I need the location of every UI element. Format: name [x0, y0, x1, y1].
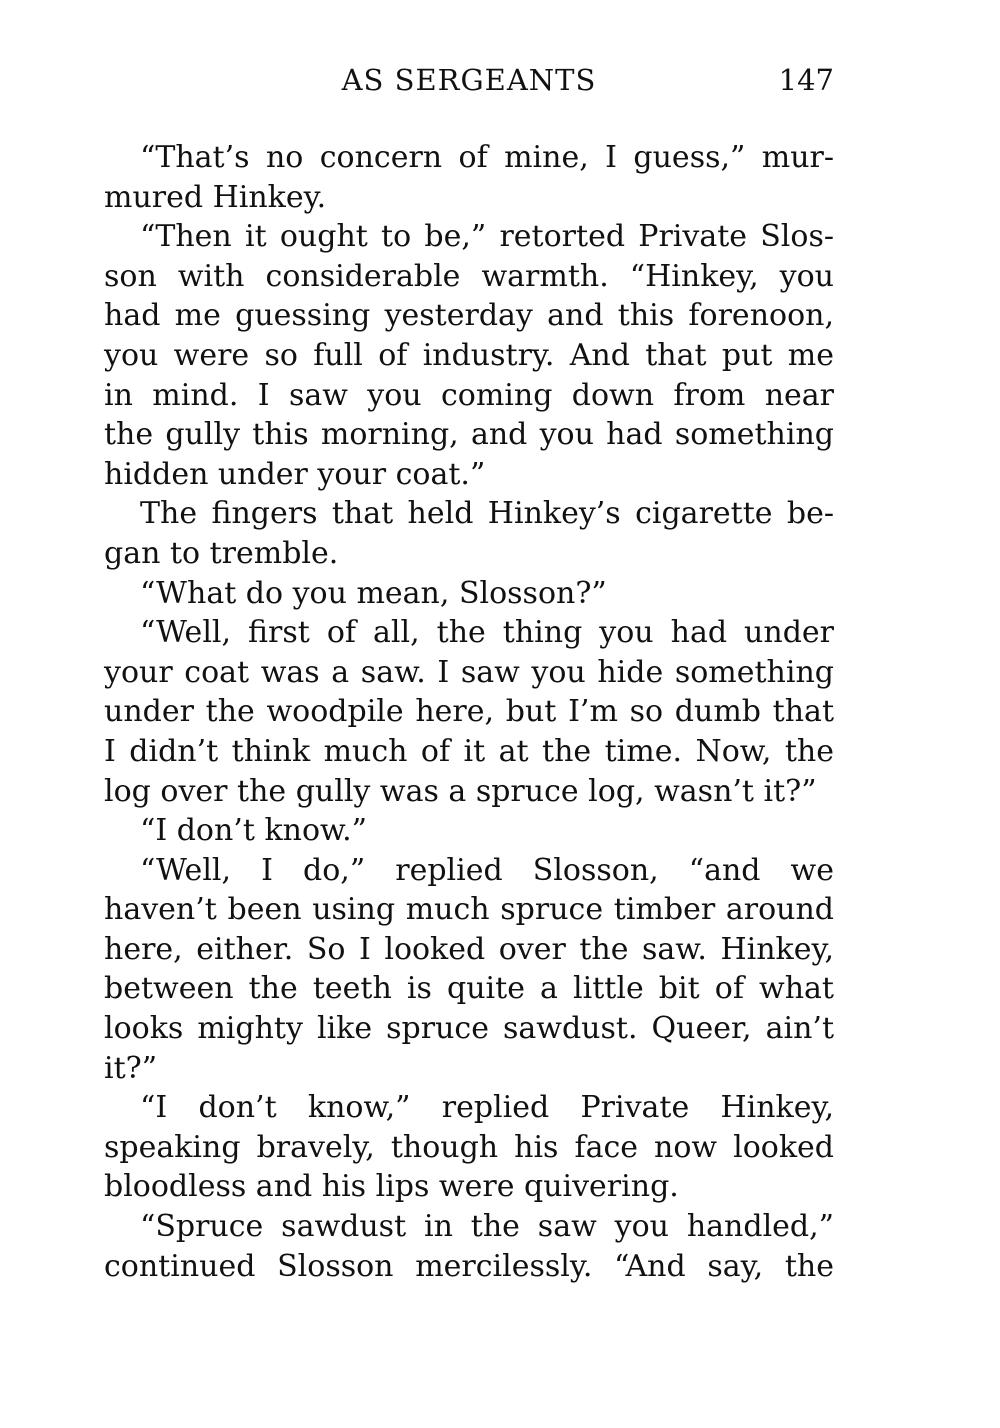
text-line: here, either. So I looked over the saw. Hinkey, — [104, 931, 834, 967]
text-line: son with considerable warmth. “Hinkey, you — [104, 258, 834, 294]
text-line: “What do you mean, Slosson?” — [140, 575, 607, 611]
text-line: “Well, I do,” replied Slosson, “and we — [140, 852, 834, 888]
running-head: AS SERGEANTS — [341, 63, 597, 97]
text-line: log over the gully was a spruce log, wasn’t it?” — [104, 773, 817, 809]
text-line: “That’s no concern of mine, I guess,” mur- — [140, 140, 834, 175]
text-line: I didn’t think much of it at the time. Now, the — [104, 733, 834, 769]
paragraph — [104, 1207, 834, 1286]
text-line: looks mighty like spruce sawdust. Queer, ain’t — [104, 1011, 834, 1047]
text-line: the gully this morning, and you had something — [104, 417, 834, 453]
text-line: under the woodpile here, but I’m so dumb that — [104, 694, 834, 730]
page-number: 147 — [778, 63, 834, 97]
paragraph — [104, 217, 834, 494]
text-line: “I don’t know.” — [140, 813, 367, 849]
text-line: “Spruce sawdust in the saw you handled,” — [140, 1209, 834, 1245]
text-line: in mind. I saw you coming down from near — [104, 377, 834, 413]
text-line: bloodless and his lips were quivering. — [104, 1169, 679, 1205]
page-header — [104, 58, 834, 102]
paragraph — [104, 851, 834, 1089]
paragraph — [104, 811, 834, 851]
text-line: gan to tremble. — [104, 535, 339, 571]
text-line: “Well, first of all, the thing you had under — [140, 615, 834, 651]
text-line: you were so full of industry. And that put me — [104, 337, 834, 373]
paragraph — [104, 574, 834, 614]
text-line: speaking bravely, though his face now looked — [104, 1129, 834, 1165]
text-line: “Then it ought to be,” retorted Private Slos- — [140, 219, 834, 255]
paragraph — [104, 494, 834, 573]
paragraph — [104, 1088, 834, 1207]
text-line: haven’t been using much spruce timber around — [104, 892, 834, 928]
text-line: mured Hinkey. — [104, 179, 327, 215]
text-line: your coat was a saw. I saw you hide something — [104, 654, 834, 690]
paragraph — [104, 613, 834, 811]
text-line: hidden under your coat.” — [104, 456, 486, 492]
text-line: between the teeth is quite a little bit of what — [104, 971, 834, 1007]
paragraph — [104, 138, 834, 217]
text-line: continued Slosson mercilessly. “And say, the — [104, 1248, 834, 1284]
text-line: “I don’t know,” replied Private Hinkey, — [140, 1090, 834, 1126]
body-text — [104, 138, 834, 1286]
text-line: it?” — [104, 1050, 158, 1086]
text-line: had me guessing yesterday and this forenoon, — [104, 298, 834, 334]
text-line: The fingers that held Hinkey’s cigarette be- — [140, 496, 834, 532]
